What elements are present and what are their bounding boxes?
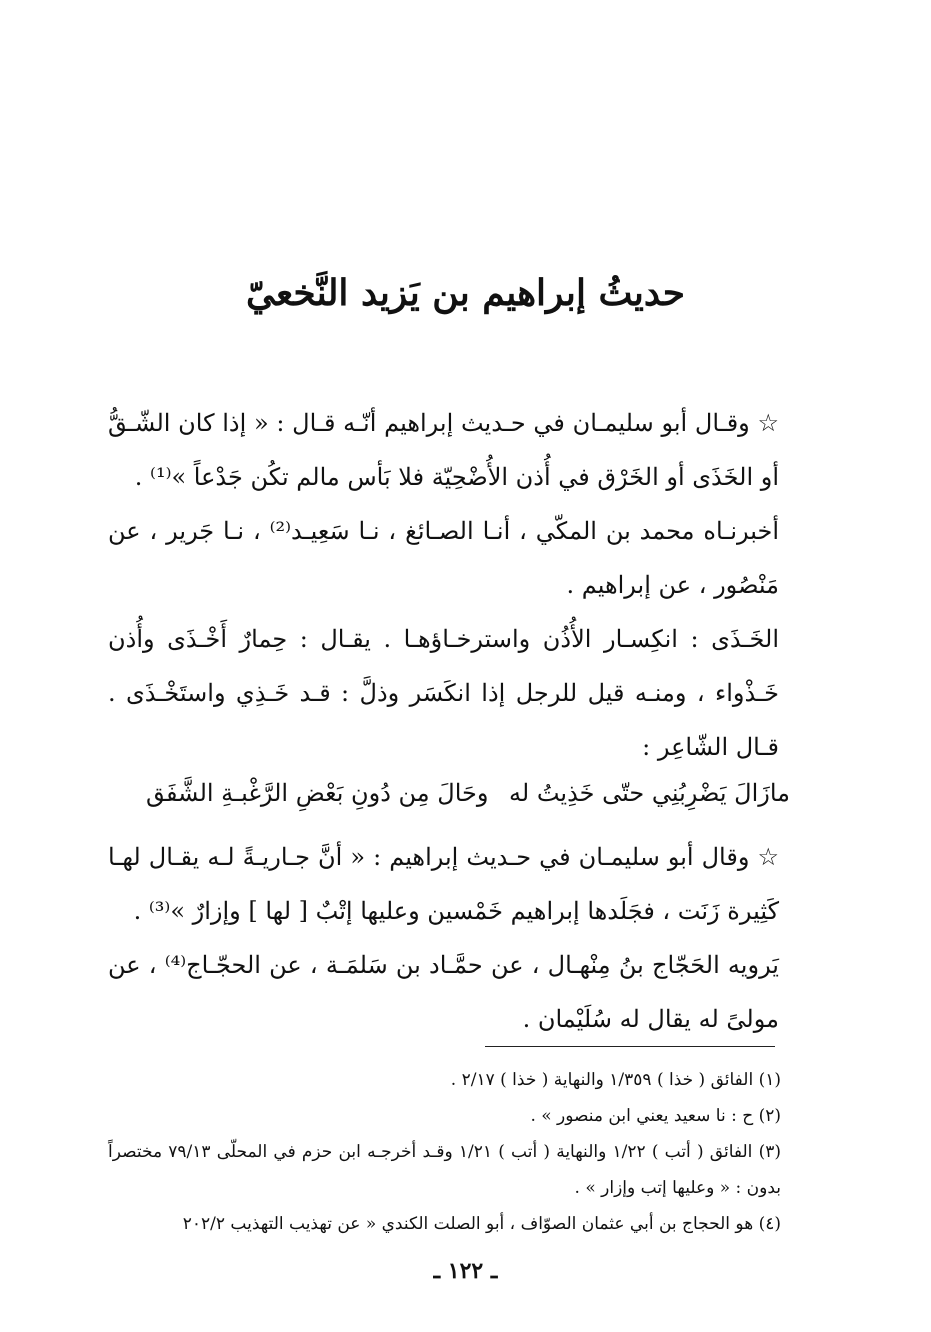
paragraph-5: يَرويه الحَجّاج بنُ مِنْهـال ، عن حمَّـاد بن سَلمَـة ، عن الحجّـاج⁽⁴⁾ ، عن مولىً له يقال له سُلَيْمان . bbox=[108, 951, 779, 1033]
footnote-3: (٣) الفائق ( أتب ) ١/٢٢ والنهاية ( أتب ) ١/٢١ وقـد أخرجـه ابن حزم في المحلّى ٧٩/١٣ مختصراً بدون : « وعليها إتب وإزار » . bbox=[108, 1142, 781, 1198]
verse-first-hemistich: مازَالَ يَضْرِبُنِي حتّى خَذِيتُ له bbox=[509, 779, 790, 807]
verse-second-hemistich: وحَالَ مِن دُونِ بَعْضِ الرَّغْبـةِ الشَّفَق bbox=[146, 779, 489, 807]
footnote-2: (٢) ح : نا سعيد يعني ابن منصور » . bbox=[530, 1106, 781, 1126]
paragraph-4: ☆ وقال أبو سليمـان في حـديث إبراهيم : « أنَّ جـاريـةً لـه يقـال لهـا كَثِيرة زَنَت ، فجَلَدها إبراهيم خَمْسين وعليها إتْبٌ [ لها ] وإزارٌ »⁽³⁾ . bbox=[108, 843, 779, 925]
page-title: حديثُ إبراهيم بن يَزيد النَّخعيّ bbox=[245, 272, 685, 314]
footnote-separator bbox=[485, 1046, 775, 1047]
poetry-verse bbox=[146, 766, 790, 822]
paragraph-3: الخَـذَى : انكِسـار الأُذُن واسترخـاؤهـا . يقـال : حِمارٌ أَخْـذَى وأُذن خَـذْواء ، ومنـه قيل للرجل إذا انكَسَر وذلَّ : قـد خَـذِي واستَخْـذَى . قـال الشّاعِر : bbox=[108, 625, 779, 761]
page-number: ـ ١٢٢ ـ bbox=[433, 1258, 498, 1284]
paragraph-2: أخبرنـاه محمد بن المكّي ، أنـا الصـائغ ، نـا سَعِيـد⁽²⁾ ، نـا جَرير ، عن مَنْصُور ، عن إبراهيم . bbox=[108, 517, 779, 599]
paragraph-1: ☆ وقـال أبو سليمـان في حـديث إبراهيم أنّـه قـال : « إذا كان الشّـقُّ أو الخَذَى أو الخَرْق في أُذن الأُضْحِيّة فلا بَأس مالم تكُن جَدْعاً »⁽¹⁾ . bbox=[108, 409, 779, 491]
footnote-1: (١) الفائق ( خذا ) ١/٣٥٩ والنهاية ( خذا ) ٢/١٧ . bbox=[450, 1070, 781, 1090]
footnote-4: (٤) هو الحجاج بن أبي عثمان الصوّاف ، أبو الصلت الكندي « عن تهذيب التهذيب ٢٠٢/٢ bbox=[182, 1214, 781, 1234]
